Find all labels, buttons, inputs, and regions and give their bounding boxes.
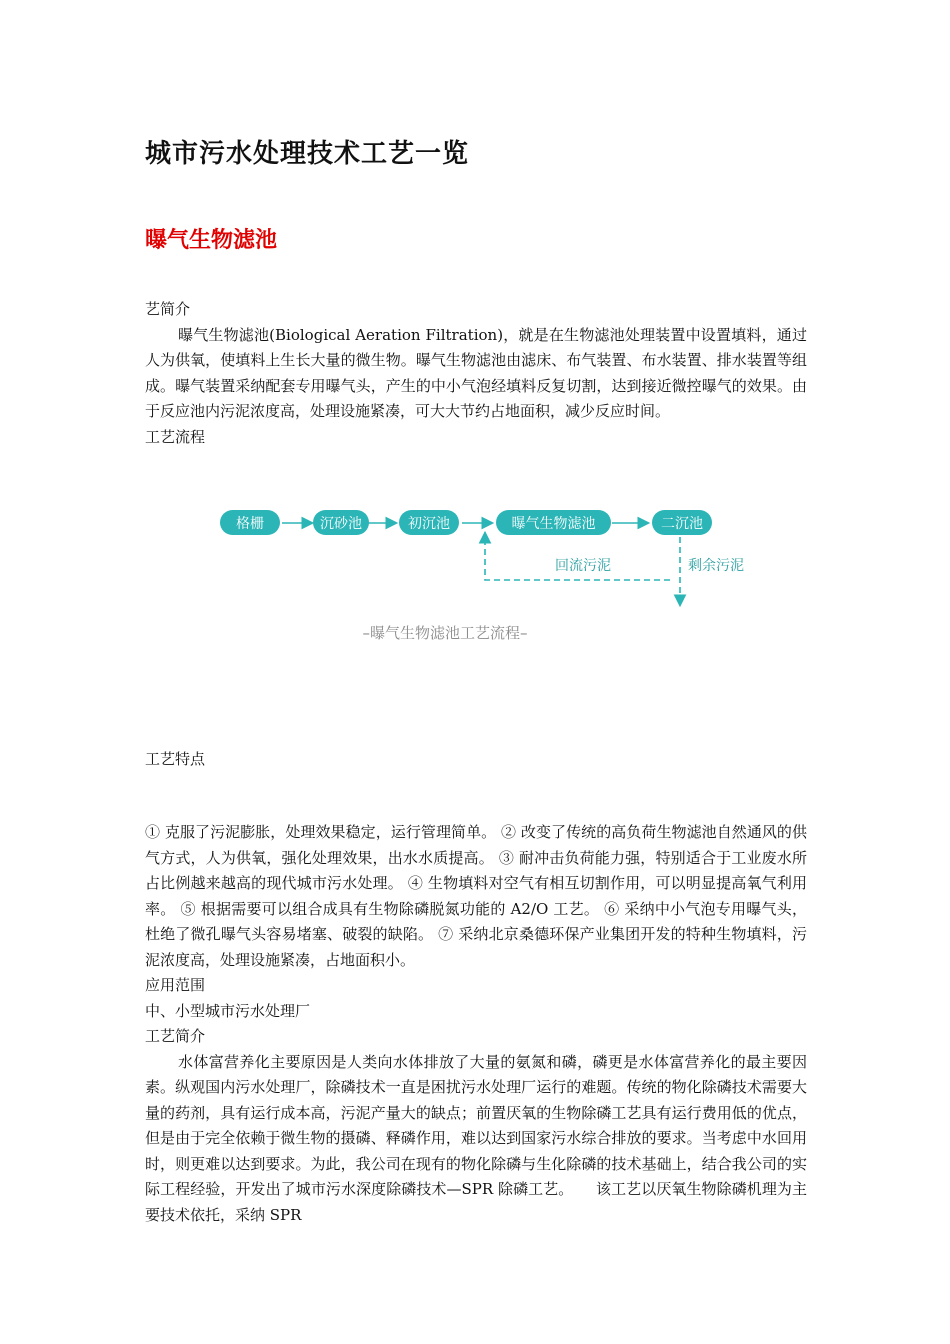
section-intro — [145, 297, 807, 450]
section-title: 曝气生物滤池 — [145, 227, 278, 253]
features-block — [145, 820, 807, 1228]
intro-paragraph: 曝气生物滤池(Biological Aeration Filtration)，就是在生物滤池处理装置中设置填料，通过人为供氧，使填料上生长大量的微生物。曝气生物滤池由滤床、布气装置、布水装置、排水装置等组成。曝气装置采纳配套专用曝气头，产生的中小气泡经填料反复切割，达到接近微控曝气的效果。由于反应池内污泥浓度高，处理设施紧凑，可大大节约占地面积，减少反应时间。 — [145, 325, 807, 420]
scope-label: 应用范围 — [145, 976, 206, 994]
flow-node-secondary-clarifier: 二沉池 — [652, 510, 712, 535]
features-label-block — [145, 747, 807, 773]
features-label: 工艺特点 — [145, 750, 206, 768]
flow-node-primary-clarifier: 初沉池 — [399, 510, 459, 535]
flow-node-grit-chamber: 沉砂池 — [313, 510, 369, 535]
intro-label: 艺简介 — [145, 300, 191, 318]
return-sludge-label: 回流污泥 — [555, 558, 611, 574]
scope-text: 中、小型城市污水处理厂 — [145, 1001, 311, 1020]
intro2-label: 工艺简介 — [145, 1027, 206, 1045]
flow-caption: –曝气生物滤池工艺流程– — [362, 624, 528, 642]
flow-label: 工艺流程 — [145, 427, 206, 446]
features-paragraph: ① 克服了污泥膨胀，处理效果稳定，运行管理简单。 ② 改变了传统的高负荷生物滤池自然通风的供气方式，人为供氧，强化处理效果，出水水质提高。 ③ 耐冲击负荷能力强，特别适合于工业废水所占比例越来越高的现代城市污水处理。 ④ 生物填料对空气有相互切割作用，可以明显提高氧气利用率。 ⑤ 根据需要可以组合成具有生物除磷脱氮功能的 A2/O 工艺。 ⑥ 采纳中小气泡专用曝气头，杜绝了微孔曝气头容易堵塞、破裂的缺陷。 ⑦ 采纳北京桑德环保产业集团开发的特种生物填料，污泥浓度高，处理设施紧凑，占地面积小。 — [145, 823, 807, 969]
page-title: 城市污水处理技术工艺一览 — [145, 139, 470, 169]
flow-node-baf: 曝气生物滤池 — [496, 510, 611, 535]
excess-sludge-label: 剩余污泥 — [688, 558, 744, 574]
intro2-paragraph: 水体富营养化主要原因是人类向水体排放了大量的氨氮和磷，磷更是水体富营养化的最主要因素。纵观国内污水处理厂，除磷技术一直是困扰污水处理厂运行的难题。传统的物化除磷技术需要大量的药剂，具有运行成本高，污泥产量大的缺点；前置厌氧的生物除磷工艺具有运行费用低的优点，但是由于完全依赖于微生物的摄磷、释磷作用，难以达到国家污水综合排放的要求。当考虑中水回用时，则更难以达到要求。为此，我公司在现有的物化除磷与生化除磷的技术基础上，结合我公司的实际工程经验，开发出了城市污水深度除磷技术—SPR 除磷工艺。 该工艺以厌氧生物除磷机理为主要技术依托，采纳 SPR — [145, 1052, 807, 1224]
flow-node-grating: 格栅 — [220, 510, 280, 535]
